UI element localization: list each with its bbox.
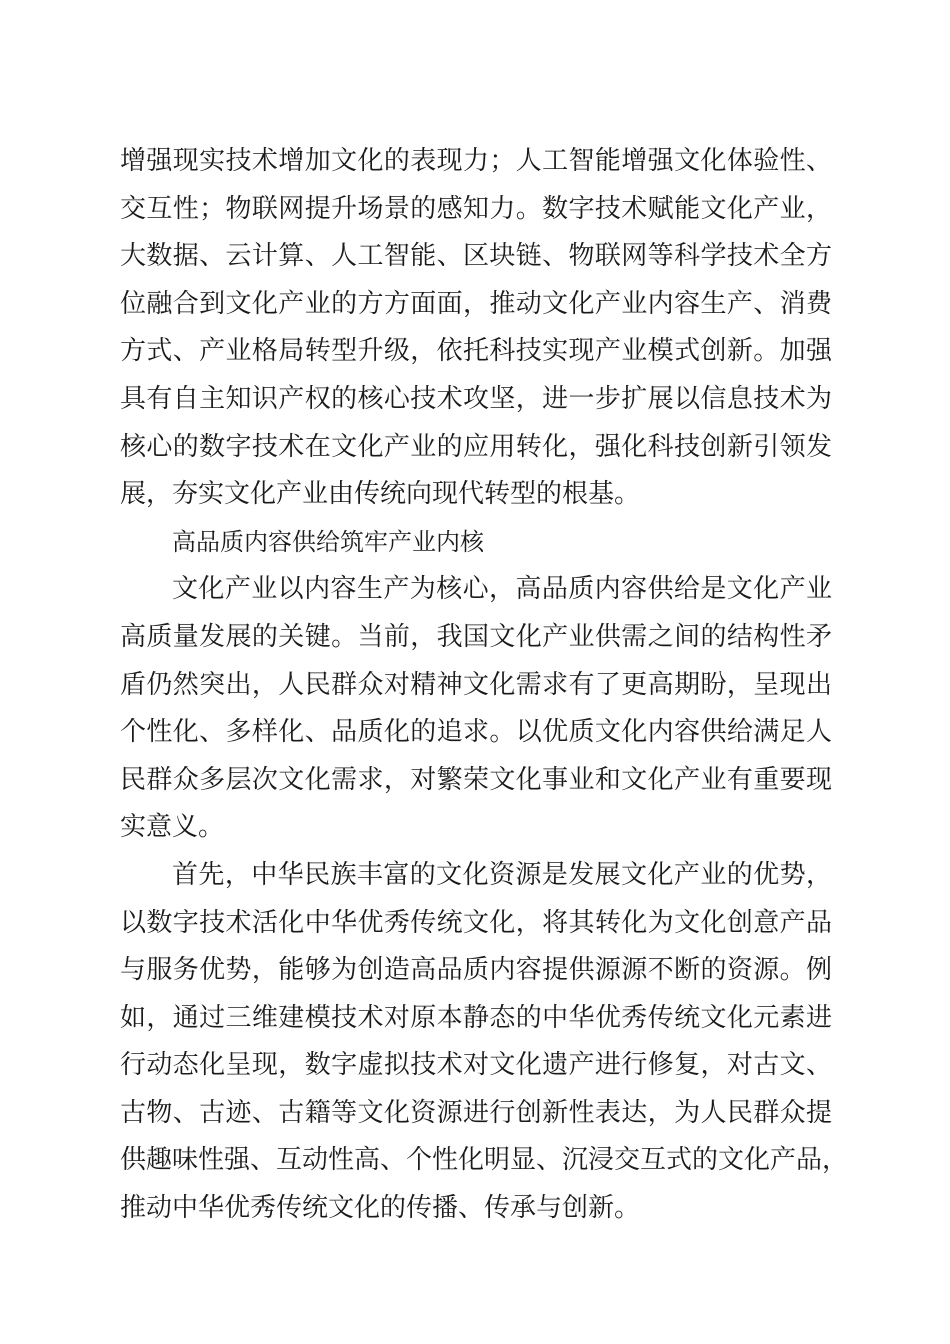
text-line: 实意义。 (120, 812, 225, 843)
paragraph-cultural-resources (120, 852, 849, 1233)
text-line: 展，夯实文化产业由传统向现代转型的根基。 (120, 479, 641, 510)
paragraph-digital-empowerment (120, 138, 832, 519)
text-line: 如，通过三维建模技术对原本静态的中华优秀传统文化元素进 (120, 1002, 832, 1033)
text-line: 供趣味性强、互动性高、个性化明显、沉浸交互式的文化产品， (120, 1145, 849, 1176)
text-line: 位融合到文化产业的方方面面，推动文化产业内容生产、消费 (120, 288, 832, 319)
text-line: 核心的数字技术在文化产业的应用转化，强化科技创新引领发 (120, 431, 832, 462)
text-line: 与服务优势，能够为创造高品质内容提供源源不断的资源。例 (120, 955, 832, 986)
text-line: 古物、古迹、古籍等文化资源进行创新性表达，为人民群众提 (120, 1097, 832, 1128)
text-line: 以数字技术活化中华优秀传统文化，将其转化为文化创意产品 (120, 907, 832, 938)
text-line: 个性化、多样化、品质化的追求。以优质文化内容供给满足人 (120, 717, 832, 748)
text-line: 行动态化呈现，数字虚拟技术对文化遗产进行修复，对古文、 (120, 1050, 832, 1081)
text-line: 方式、产业格局转型升级，依托科技实现产业模式创新。加强 (120, 336, 832, 367)
text-line: 高质量发展的关键。当前，我国文化产业供需之间的结构性矛 (120, 621, 832, 652)
text-line: 民群众多层次文化需求，对繁荣文化事业和文化产业有重要现 (120, 764, 832, 795)
text-line: 具有自主知识产权的核心技术攻坚，进一步扩展以信息技术为 (120, 383, 832, 414)
text-line: 文化产业以内容生产为核心，高品质内容供给是文化产业 (172, 574, 832, 605)
document-body (120, 138, 849, 1233)
paragraph-content-supply (120, 566, 832, 852)
text-line: 推动中华优秀传统文化的传播、传承与创新。 (120, 1193, 641, 1224)
text-line: 盾仍然突出，人民群众对精神文化需求有了更高期盼，呈现出 (120, 669, 832, 700)
text-line: 首先，中华民族丰富的文化资源是发展文化产业的优势， (172, 859, 832, 890)
section-heading: 高品质内容供给筑牢产业内核 (172, 527, 484, 556)
text-line: 增强现实技术增加文化的表现力；人工智能增强文化体验性、 (120, 146, 832, 176)
text-line: 大数据、云计算、人工智能、区块链、物联网等科学技术全方 (120, 241, 832, 272)
text-line: 交互性；物联网提升场景的感知力。数字技术赋能文化产业， (120, 193, 832, 224)
